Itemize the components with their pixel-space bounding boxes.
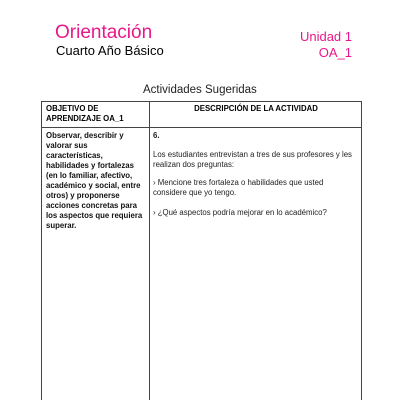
activity-intro: Los estudiantes entrevistan a tres de sus profesores y les realizan dos preguntas: xyxy=(153,150,352,169)
header-divider xyxy=(42,127,361,128)
objective-description: Observar, describir y valorar sus características, habilidades y fortalezas (en lo familiar, afectivo, académico y social, entre otros) y proponerse acciones concretas para los aspectos que requiera superar. xyxy=(46,131,143,230)
question-item: › Mencione tres fortaleza o habilidades que usted considere que yo tengo. xyxy=(153,178,324,197)
activities-table xyxy=(41,101,362,400)
activity-number: 6. xyxy=(153,131,160,140)
activity-description xyxy=(153,131,359,228)
objective-column-header: OBJETIVO DE APRENDIZAJE OA_1 xyxy=(46,104,124,123)
question-item: › ¿Qué aspectos podría mejorar en lo académico? xyxy=(153,208,327,217)
section-title: Actividades Sugeridas xyxy=(143,84,257,96)
column-divider xyxy=(149,102,150,400)
grade-label: Cuarto Año Básico xyxy=(56,43,164,58)
activity-column-header: DESCRIPCIÓN DE LA ACTIVIDAD xyxy=(194,104,318,113)
objective-code-label: OA_1 xyxy=(318,45,352,60)
unit-label: Unidad 1 xyxy=(299,29,352,44)
subject-title: Orientación xyxy=(55,22,153,43)
